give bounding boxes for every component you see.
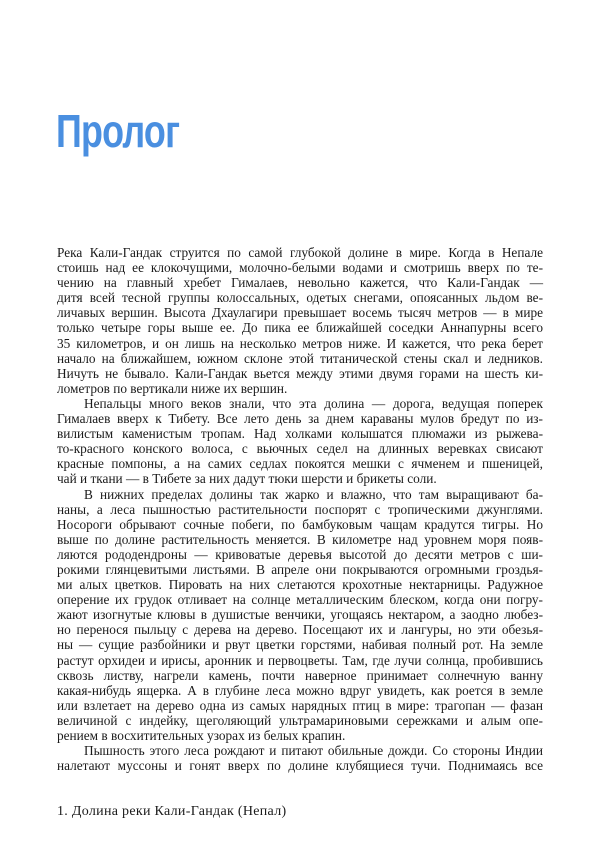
paragraph (57, 487, 543, 744)
text-line: но перенося пыльцу с дерева на дерево. Посещают их и лангуры, но эти обезья- (57, 622, 543, 638)
text-line: оперение их грудок отливает на солнце металлическим блеском, когда они погру- (57, 592, 543, 608)
text-line: наны, а леса пышностью растительности поспорят с тропическими джунглями. (57, 501, 543, 517)
text-line: красные помпоны, а на самих седлах покоятся мешки с ячменем и пшеницей, (57, 456, 543, 472)
text-line: вилистым каменистым тропам. Над холками колышатся плюмажи из рыжева- (57, 426, 543, 442)
paragraph (57, 245, 543, 396)
paragraph (57, 743, 543, 773)
text-line: или взлетает на дерево одна из самых нарядных птиц в мире: трагопан — фазан (57, 697, 543, 713)
text-line: жают изогнутые клювы в душистые венчики, угощаясь нектаром, а заодно любез- (57, 607, 543, 623)
text-line: величиной с индейку, щеголяющий ультрамариновыми сережками и алым опе- (57, 712, 543, 728)
text-line: только четыре горы выше ее. До пика ее ближайшей соседки Аннапурны всего (57, 320, 543, 336)
text-line: Ничуть не бывало. Кали-Гандак вьется между этими двумя горами на шесть ки- (57, 365, 543, 381)
text-line: налетают муссоны и гонят вверх по долине клубящиеся тучи. Поднимаясь все (57, 758, 543, 774)
text-line: стоишь над ее клокочущими, молочно-белыми водами и смотришь вверх по те- (57, 260, 543, 276)
text-line: растут орхидеи и ирисы, аронник и первоцветы. Там, где лучи солнца, пробившись (57, 652, 543, 668)
text-line: Непальцы много веков знали, что эта долина — дорога, ведущая поперек (84, 395, 543, 411)
text-line: личавых вершин. Высота Дхаулагири превышает восемь тысяч метров — в мире (57, 305, 543, 321)
text-line: ляются рододендроны — кривоватые деревья высотой до десяти метров с ши- (57, 546, 543, 562)
paragraph (57, 396, 543, 487)
text-line: ми алых цветков. Пировать на них слетаются крохотные нектарницы. Радужное (57, 577, 543, 593)
text-line: Река Кали-Гандак струится по самой глубокой долине в мире. Когда в Непале (57, 245, 543, 260)
text-line: то-красного конского волоса, с вьючных седел на длинных веревках свисают (57, 441, 543, 457)
chapter-title: Пролог (56, 105, 180, 157)
text-line: 35 километров, и он лишь на несколько метров ниже. И кажется, что река берет (57, 335, 543, 351)
text-line: выше по долине растительность меняется. В километре над уровнем моря появ- (57, 531, 543, 547)
text-line: Пышность этого леса рождают и питают обильные дожди. Со стороны Индии (84, 743, 543, 759)
text-line: Гималаев вверх к Тибету. Все лето день за днем караваны мулов бредут по из- (57, 411, 543, 427)
text-line: какая-нибудь ящерка. А в глубине леса можно вдруг увидеть, как роется в земле (57, 682, 543, 698)
text-line: рокими глянцевитыми листьями. В апреле они покрываются огромными гроздья- (57, 561, 543, 577)
text-line: рением в восхитительных узорах из белых крапин. (57, 728, 346, 743)
text-line: чению на главный хребет Гималаев, невольно кажется, что Кали-Гандак — (57, 275, 543, 291)
text-line: Носороги обрывают сочные побеги, по бамбуковым чащам крадутся тигры. Но (57, 516, 543, 532)
text-line: В нижних пределах долины так жарко и влажно, что там выращивают ба- (84, 486, 543, 502)
figure-caption: 1. Долина реки Кали-Гандак (Непал) (57, 804, 287, 819)
body-text (57, 245, 543, 773)
text-line: дитя всей тесной группы колоссальных, одетых снегами, опоясанных льдом ве- (57, 290, 543, 306)
text-line: лометров по вертикали ниже их вершин. (57, 380, 288, 396)
text-line: начало на ближайшем, южном склоне этой титанической стены скал и ледников. (57, 350, 543, 366)
text-line: ны — сущие разбойники и рвут цветки горстями, набивая полный рот. На земле (57, 637, 543, 653)
text-line: сквозь листву, нагрели камень, почти наверное принимает солнечную ванну (57, 667, 543, 683)
text-line: чай и ткани — в Тибете за них дадут тюки шерсти и брикеты соли. (57, 471, 437, 487)
